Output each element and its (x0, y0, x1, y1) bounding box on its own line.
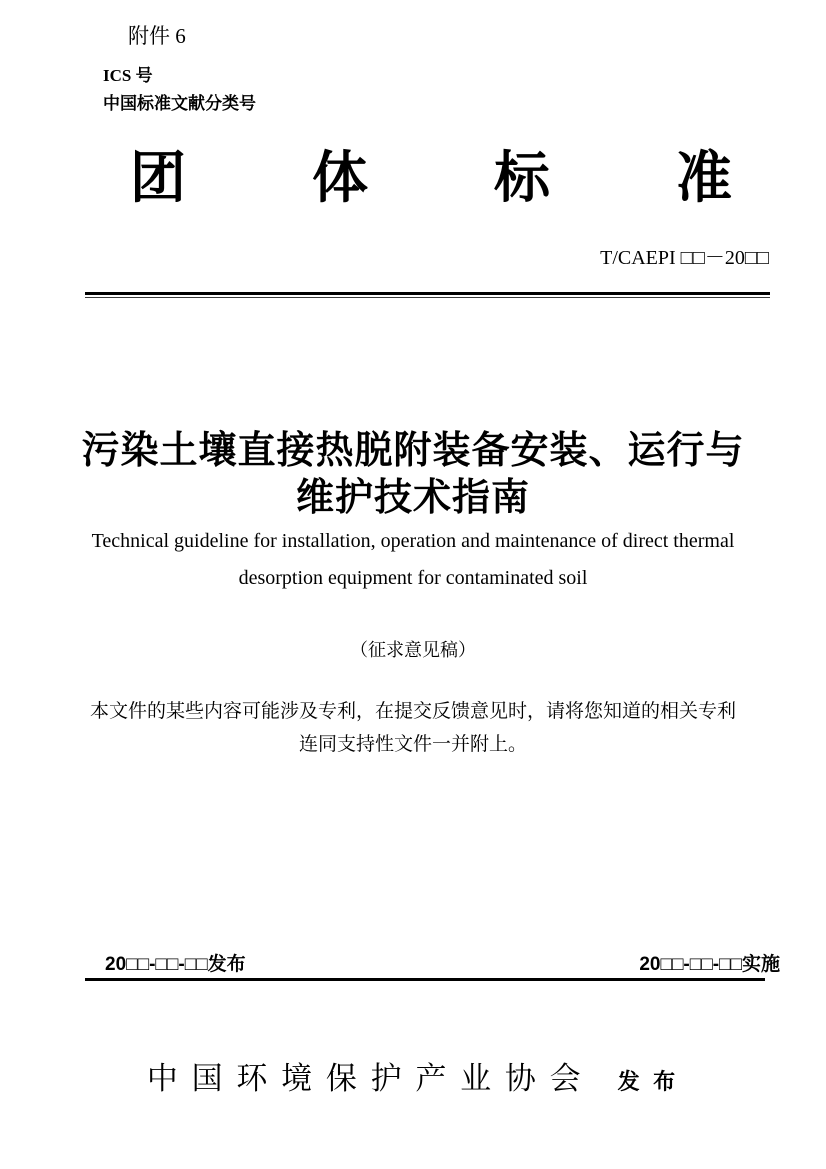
standard-type-title (130, 146, 732, 209)
draft-status-note: （征求意见稿） (350, 640, 476, 660)
ics-number-label: ICS 号 (103, 66, 153, 85)
patent-notice-line1: 本文件的某些内容可能涉及专利，在提交反馈意见时，请将您知道的相关专利 (89, 701, 736, 722)
header-divider-rule (85, 292, 770, 298)
implement-date: 20□□-□□-□□实施 (639, 954, 780, 975)
document-title-english-line2: desorption equipment for contaminated soil (238, 567, 588, 589)
document-title-english-line1: Technical guideline for installation, operation and maintenance of direct thermal (91, 530, 735, 552)
dates-row (105, 949, 780, 976)
publisher-row (0, 1053, 826, 1098)
standard-type-char: 准 (676, 146, 732, 209)
standard-number: T/CAEPI □□－20□□ (600, 247, 769, 269)
document-title-chinese (0, 428, 826, 522)
standard-type-char: 体 (312, 146, 368, 209)
issue-date: 20□□-□□-□□发布 (105, 954, 246, 975)
document-title-chinese-line2: 维护技术指南 (295, 477, 530, 519)
publish-label: 发 布 (617, 1069, 680, 1094)
document-title-english (0, 523, 826, 597)
standard-type-char: 标 (494, 146, 550, 209)
publisher-name: 中 国 环 境 保 护 产 业 协 会 (146, 1061, 584, 1096)
standard-type-char: 团 (130, 146, 186, 209)
patent-notice-line2: 连同支持性文件一并附上。 (298, 734, 527, 755)
footer-divider-rule (85, 978, 765, 981)
classification-number-label: 中国标准文献分类号 (103, 94, 256, 113)
attachment-label: 附件 6 (128, 24, 186, 48)
patent-notice (0, 695, 826, 761)
document-title-chinese-line1: 污染土壤直接热脱附装备安装、运行与 (81, 430, 745, 472)
